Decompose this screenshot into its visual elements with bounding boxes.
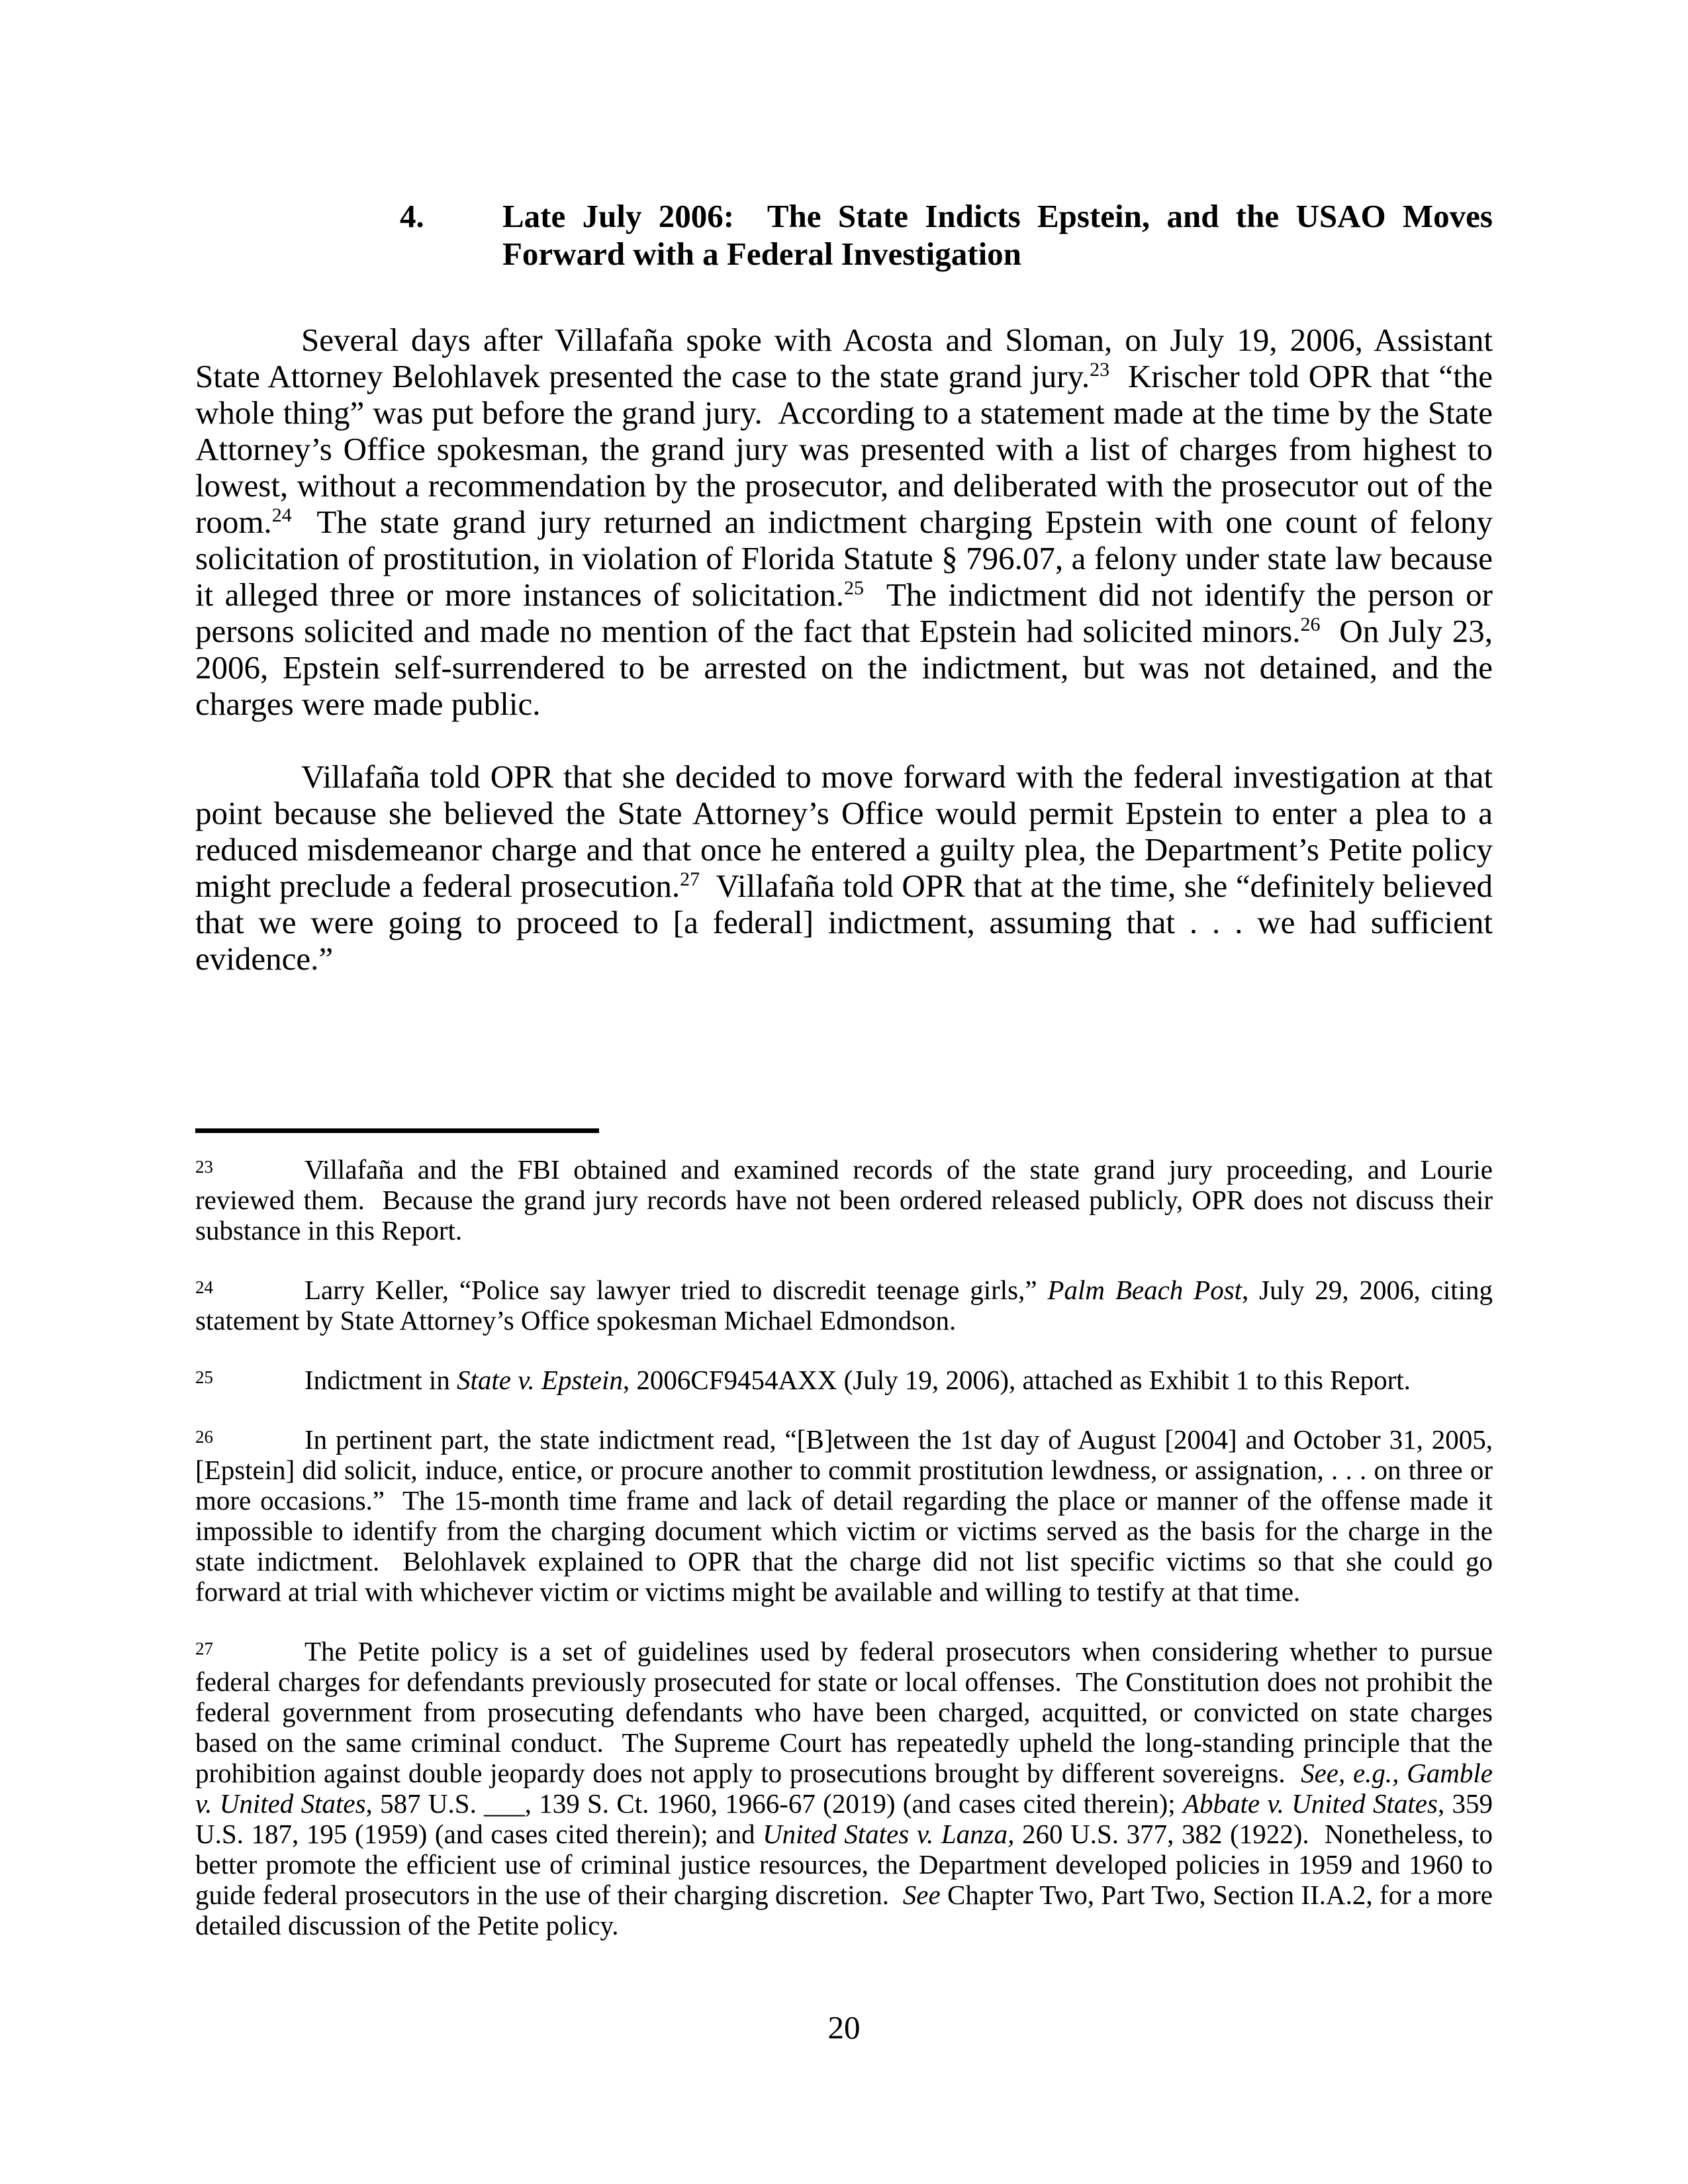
section-heading (400, 197, 1493, 273)
footnote-23 (195, 1154, 1493, 1246)
footnote-25 (195, 1365, 1493, 1395)
page-number: 20 (827, 2009, 861, 2046)
footnote-26-text: In pertinent part, the state indictment read, “[B]etween the 1st day of August [2004] and October 31, 2005, [Epstein] did solicit, induce, entice, or procure another to commit prostitution lewdness, or assignation, . . . on three or more occasions.” The 15-month time frame and lack of detail regarding the place or manner of the offense made it impossible to identify from the charging document which victim or victims served as the basis for the charge in the state indictment. Belohlavek explained to OPR that the charge did not list specific victims so that she could go forward at trial with whichever victim or victims might be available and willing to testify at that time. (195, 1424, 1493, 1607)
footnote-26-number: 26 (195, 1427, 213, 1447)
section-heading-text: Late July 2006: The State Indicts Epstein, and the USAO Moves Forward with a Federal Investigation (502, 198, 1493, 272)
footnote-23-number: 23 (195, 1157, 213, 1177)
paragraph-2: Villafaña told OPR that she decided to move forward with the federal investigation at that point because she believed the State Attorney’s Office would permit Epstein to enter a plea to a reduced misdemeanor charge and that once he entered a guilty plea, the Department’s Petite policy might preclude a federal prosecution.$^{27}$ Villafaña told OPR that at the time, she “definitely believed that we were going to proceed to [a federal] indictment, assuming that . . . we had sufficient evidence.” (195, 758, 1493, 977)
footnote-25-text: Indictment in State v. Epstein, 2006CF9454AXX (July 19, 2006), attached as Exhibit 1 to this Report. (305, 1365, 1411, 1395)
footnote-24 (195, 1275, 1493, 1336)
footnote-23-text: Villafaña and the FBI obtained and examined records of the state grand jury proceeding, and Lourie reviewed them. Because the grand jury records have not been ordered released publicly, OPR does not discuss their substance in this Report. (195, 1154, 1493, 1246)
footnote-24-text: Larry Keller, “Police say lawyer tried to discredit teenage girls,” Palm Beach Post, July 29, 2006, citing statement by State Attorney’s Office spokesman Michael Edmondson. (195, 1275, 1493, 1336)
footnote-separator (195, 1128, 599, 1133)
footnote-24-number: 24 (195, 1277, 213, 1297)
section-number: 4. (400, 198, 424, 234)
footnote-27-text: The Petite policy is a set of guidelines used by federal prosecutors when considering whether to pursue federal charges for defendants previously prosecuted for state or local offenses. The Constitution does not prohibit the federal government from prosecuting defendants who have been charged, acquitted, or convicted on state charges based on the same criminal conduct. The Supreme Court has repeatedly upheld the long-standing principle that the prohibition against double jeopardy does not apply to prosecutions brought by different sovereigns. See, e.g., Gamble v. United States, 587 U.S. ___, 139 S. Ct. 1960, 1966-67 (2019) (and cases cited therein); Abbate v. United States, 359 U.S. 187, 195 (1959) (and cases cited therein); and United States v. Lanza, 260 U.S. 377, 382 (1922). Nonetheless, to better promote the efficient use of criminal justice resources, the Department developed policies in 1959 and 1960 to guide federal prosecutors in the use of their charging discretion. See Chapter Two, Part Two, Section II.A.2, for a more detailed discussion of the Petite policy. (195, 1636, 1493, 1940)
main-content (195, 197, 1493, 977)
footnotes-section (195, 1128, 1493, 1940)
footnote-26 (195, 1424, 1493, 1607)
footnote-25-number: 25 (195, 1367, 213, 1387)
footnote-27 (195, 1636, 1493, 1940)
paragraph-1: Several days after Villafaña spoke with Acosta and Sloman, on July 19, 2006, Assistant State Attorney Belohlavek presented the case to the state grand jury.$^{23}$ Krischer told OPR that “the whole thing” was put before the grand jury. According to a statement made at the time by the State Attorney’s Office spokesman, the grand jury was presented with a list of charges from highest to lowest, without a recommendation by the prosecutor, and deliberated with the prosecutor out of the room.$^{24}$ The state grand jury returned an indictment charging Epstein with one count of felony solicitation of prostitution, in violation of Florida Statute § 796.07, a felony under state law because it alleged three or more instances of solicitation.$^{25}$ The indictment did not identify the person or persons solicited and made no mention of the fact that Epstein had solicited minors.$^{26}$ On July 23, 2006, Epstein self-surrendered to be arrested on the indictment, but was not detained, and the charges were made public. (195, 322, 1493, 722)
footnote-27-number: 27 (195, 1639, 213, 1659)
